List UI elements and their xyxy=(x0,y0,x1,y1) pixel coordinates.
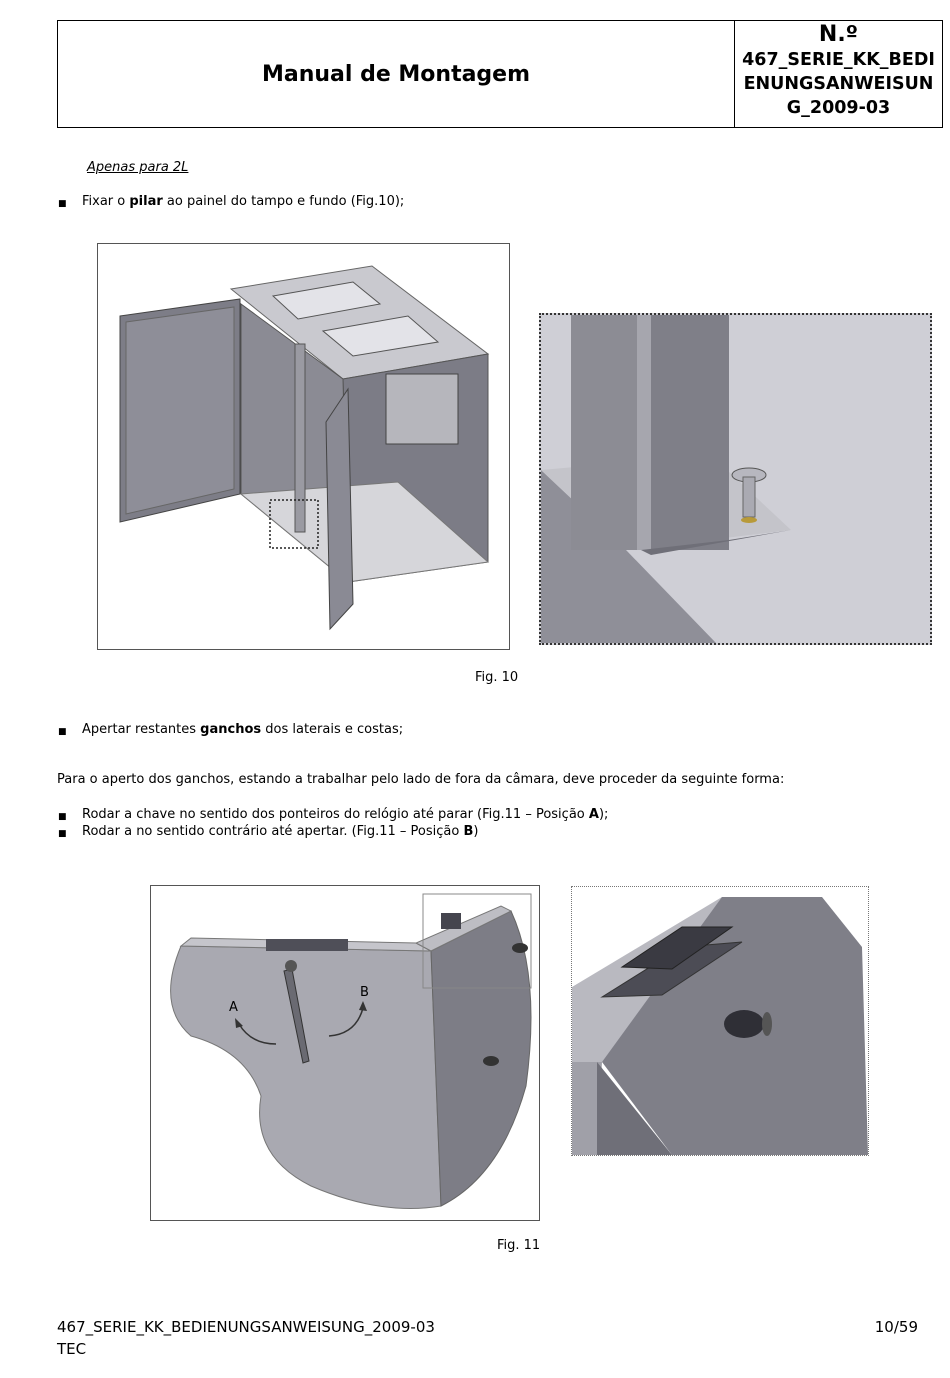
number-label: N.º xyxy=(818,22,859,47)
fig10-cabinet-image xyxy=(97,243,510,650)
document-title: Manual de Montagem xyxy=(261,61,531,87)
bullet-icon: ■ xyxy=(58,199,67,209)
bullet-icon: ■ xyxy=(58,829,67,839)
fig11-caption: Fig. 11 xyxy=(497,1238,541,1253)
footer-doc-code: 467_SERIE_KK_BEDIENUNGSANWEISUNG_2009-03 xyxy=(57,1318,435,1336)
fig11-detail-image xyxy=(571,886,869,1156)
footer-left xyxy=(57,1316,435,1360)
fig10-detail-image xyxy=(539,313,932,645)
step-2-text: Apertar restantes ganchos dos laterais e costas; xyxy=(82,722,404,737)
fig10-caption: Fig. 10 xyxy=(475,670,519,685)
header-doc-code: 467_SERIE_KK_BEDIENUNGSANWEISUNG_2009-03 xyxy=(742,50,935,118)
position-b-label: B xyxy=(360,985,369,1000)
step-3-text: Rodar a chave no sentido dos ponteiros do relógio até parar (Fig.11 – Posição A); xyxy=(82,807,609,822)
step-4-text: Rodar a no sentido contrário até apertar. (Fig.11 – Posição B) xyxy=(82,824,479,839)
fig11-key-image xyxy=(150,885,540,1221)
position-a-label: A xyxy=(229,1000,238,1015)
footer-dept: TEC xyxy=(57,1340,87,1358)
bullet-icon: ■ xyxy=(58,727,67,737)
subheading: Apenas para 2L xyxy=(87,160,189,175)
step-1-text: Fixar o pilar ao painel do tampo e fundo (Fig.10); xyxy=(82,194,405,209)
page-number: 10/59 xyxy=(874,1318,918,1336)
instruction-paragraph: Para o aperto dos ganchos, estando a trabalhar pelo lado de fora da câmara, deve proceder da seguinte forma: xyxy=(57,772,785,787)
header-number-cell xyxy=(735,20,942,128)
bullet-icon: ■ xyxy=(58,812,67,822)
